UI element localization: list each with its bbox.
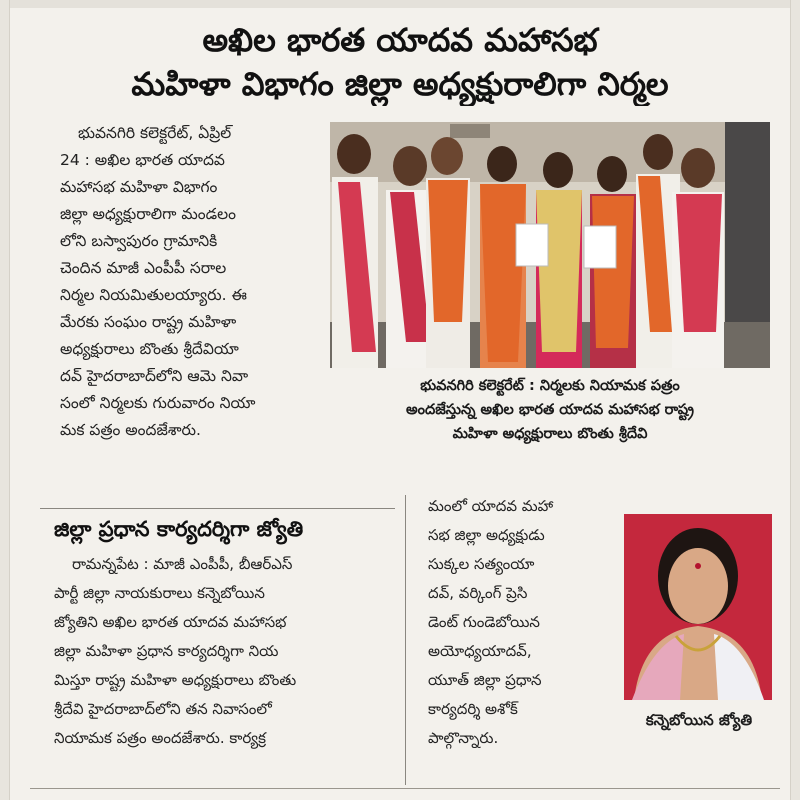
article-line: భువనగిరి కలెక్టరేట్, ఏప్రిల్ [78, 124, 232, 142]
article-line: దవ్, వర్కింగ్ ప్రెసి [428, 584, 528, 602]
portrait-illustration [624, 514, 772, 700]
article-line: జిల్లా మహిళా ప్రధాన కార్యదర్శిగా నియ [54, 642, 279, 660]
photo-caption-line: మహిళా అధ్యక్షురాలు బొంతు శ్రీదేవి [452, 426, 648, 442]
article-line: మేరకు సంఘం రాష్ట్ర మహిళా [60, 313, 237, 331]
article-line: అధ్యక్షురాలు బొంతు శ్రీదేవియా [60, 340, 239, 358]
article-line: రామన్నపేట : మాజీ ఎంపీపీ, బీఆర్ఎస్ [72, 555, 293, 573]
portrait-caption: కన్నెబోయిన జ్యోతి [645, 711, 753, 729]
article-line: సంలో నిర్మలకు గురువారం నియా [60, 394, 256, 412]
article-line: మక పత్రం అందజేశారు. [60, 421, 201, 439]
group-photo [330, 122, 770, 368]
article-line: కార్యదర్శి అశోక్ [428, 700, 518, 718]
second-article-subheading: జిల్లా ప్రధాన కార్యదర్శిగా జ్యోతి [54, 517, 304, 541]
group-photo-illustration [330, 122, 770, 368]
article-line: పార్టీ జిల్లా నాయకురాలు కన్నెబోయిన [54, 584, 265, 602]
article-line: సభ జిల్లా అధ్యక్షుడు [428, 526, 545, 544]
photo-caption-line: అందజేస్తున్న అఖిల భారత యాదవ మహాసభ రాష్ట్ర [406, 402, 694, 418]
article-line: లోని బస్వాపురం గ్రామానికి [60, 232, 218, 250]
headline-line-2: మహిళా విభాగం జిల్లా అధ్యక్షురాలిగా నిర్మల [131, 65, 669, 103]
article-line: మహాసభ మహిళా విభాగం [60, 178, 218, 196]
page-right-margin [790, 0, 800, 800]
article-line: చెందిన మాజీ ఎంపీపీ సరాల [60, 259, 227, 277]
photo-caption [330, 374, 770, 446]
article-line: మంలో యాదవ మహా [428, 497, 554, 515]
article-line: సుక్కల సత్యంయా [428, 555, 535, 573]
article-line: డెంట్ గుండెబోయిన [428, 613, 540, 631]
article-line: నిర్మల నియమితులయ్యారు. ఈ [60, 286, 247, 304]
bottom-rule [30, 788, 780, 789]
headline-line-1: అఖిల భారత యాదవ మహాసభ [202, 21, 598, 59]
article-line: మిస్తూ రాష్ట్ర మహిళా అధ్యక్షురాలు బొంతు [54, 671, 297, 689]
article-line: 24 : అఖిల భారత యాదవ [60, 151, 225, 169]
section-divider [40, 508, 395, 509]
page-left-margin [0, 0, 10, 800]
article-line: శ్రీదేవి హైదరాబాద్‌లోని తన నివాసంలో [54, 700, 272, 718]
article-line: అయోధ్యయాదవ్, [428, 642, 532, 660]
article-line: దవ్ హైదరాబాద్‌లోని ఆమె నివా [60, 367, 249, 385]
article-line: జిల్లా అధ్యక్షురాలిగా మండలం [60, 205, 236, 223]
article-line: యూత్ జిల్లా ప్రధాన [428, 671, 542, 689]
page-top-edge [0, 0, 800, 8]
article-line: జ్యోతిని అఖిల భారత యాదవ మహాసభ [54, 613, 287, 631]
second-article-continued [428, 492, 618, 753]
second-article-body [54, 550, 399, 753]
column-divider [405, 495, 406, 785]
photo-caption-line: భువనగిరి కలెక్టరేట్ : నిర్మలకు నియామక పత్రం [420, 378, 680, 394]
portrait-photo [624, 514, 772, 700]
article-line: పాల్గొన్నారు. [428, 729, 499, 747]
article-body [60, 120, 325, 444]
article-line: నియామక పత్రం అందజేశారు. కార్యక్ర [54, 729, 266, 747]
